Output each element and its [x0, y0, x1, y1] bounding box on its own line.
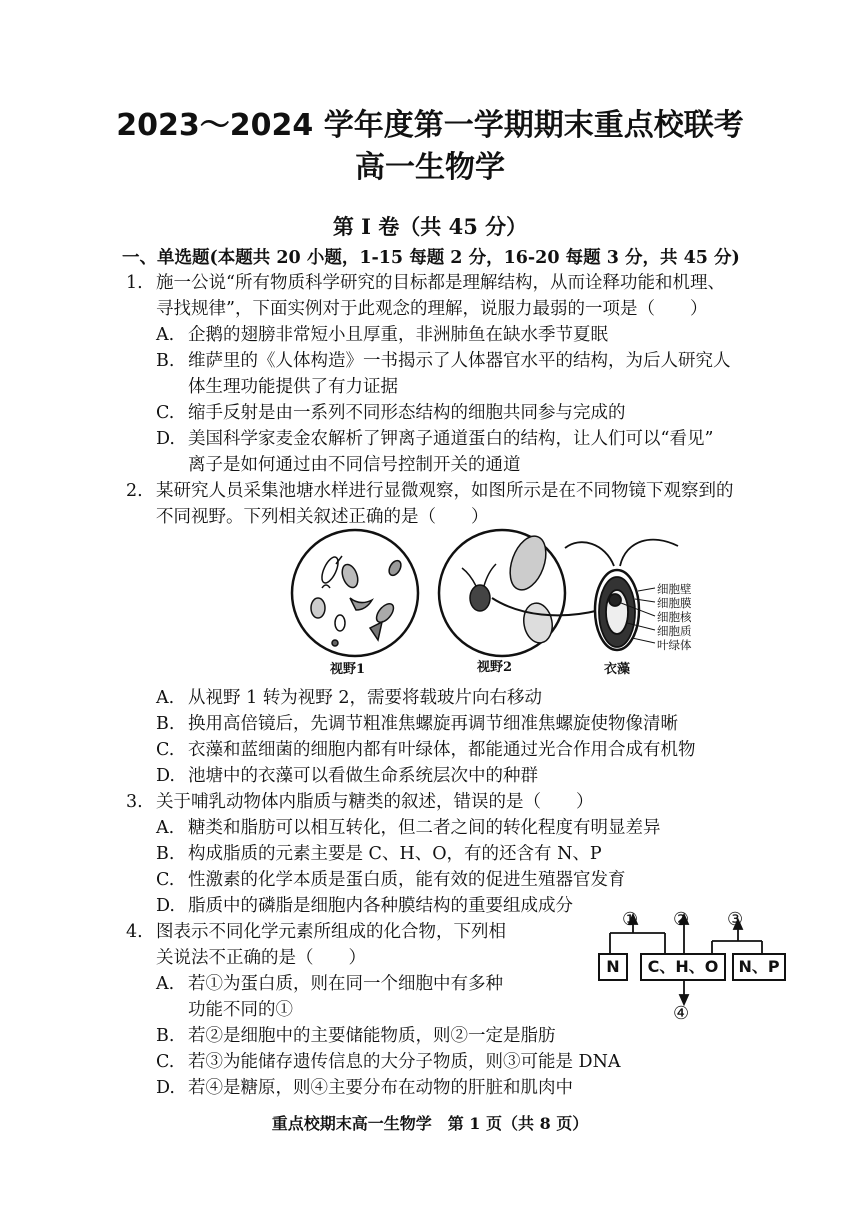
- question-number: 3.: [126, 792, 143, 812]
- option-text: 从视野 1 转为视野 2，需要将载玻片向右移动: [188, 688, 542, 708]
- option-label: D.: [156, 429, 175, 449]
- option-label: B.: [156, 1026, 175, 1046]
- label-nucleus: 细胞核: [657, 610, 692, 624]
- option-text: 衣藻和蓝细菌的细胞内都有叶绿体，都能通过光合作用合成有机物: [188, 740, 696, 760]
- label-cytoplasm: 细胞质: [657, 624, 692, 638]
- question-stem-line: 不同视野。下列相关叙述正确的是（ ）: [156, 507, 489, 527]
- view-1-specimens: [311, 555, 403, 646]
- option-label: A.: [156, 325, 175, 345]
- option-label: D.: [156, 896, 175, 916]
- option-label: A.: [156, 688, 175, 708]
- option-label: C.: [156, 870, 175, 890]
- circle-1: ①: [622, 909, 639, 930]
- option-text: 体生理功能提供了有力证据: [188, 377, 398, 397]
- view-2-label: 视野2: [477, 660, 513, 675]
- option-text: 缩手反射是由一系列不同形态结构的细胞共同参与完成的: [188, 403, 626, 423]
- view-2-specimens: [462, 531, 555, 645]
- circle-2: ②: [673, 909, 690, 930]
- option-label: D.: [156, 1078, 175, 1098]
- option-label: C.: [156, 403, 175, 423]
- option-text: 糖类和脂肪可以相互转化，但二者之间的转化程度有明显差异: [188, 818, 661, 838]
- chlamydomonas-label: 衣藻: [604, 662, 631, 677]
- element-box-np: N、P: [732, 953, 786, 981]
- option-text: 维萨里的《人体构造》一书揭示了人体器官水平的结构，为后人研究人: [188, 351, 731, 371]
- exam-title: 2023～2024 学年度第一学期期末重点校联考: [116, 108, 744, 143]
- option-text: 换用高倍镜后，先调节粗准焦螺旋再调节细准焦螺旋使物像清晰: [188, 714, 678, 734]
- volume-heading: 第 Ⅰ 卷（共 45 分）: [332, 214, 528, 239]
- exam-subject: 高一生物学: [355, 150, 505, 185]
- option-text: 若④是糖原，则④主要分布在动物的肝脏和肌肉中: [188, 1078, 573, 1098]
- element-box-n: N: [598, 953, 628, 981]
- option-text: 性激素的化学本质是蛋白质，能有效的促进生殖器官发育: [188, 870, 626, 890]
- element-box-cho: C、H、O: [640, 953, 726, 981]
- view-1-circle: [292, 530, 418, 656]
- option-text: 脂质中的磷脂是细胞内各种膜结构的重要组成成分: [188, 896, 573, 916]
- section-heading: 一、单选题(本题共 20 小题，1-15 每题 2 分，16-20 每题 3 分，共 45 分): [122, 248, 740, 268]
- option-label: A.: [156, 818, 175, 838]
- option-text: 构成脂质的元素主要是 C、H、O，有的还含有 N、P: [188, 844, 602, 864]
- view-1-label: 视野1: [330, 662, 366, 677]
- option-label: B.: [156, 714, 175, 734]
- option-text: 若②是细胞中的主要储能物质，则②一定是脂肪: [188, 1026, 556, 1046]
- option-label: C.: [156, 740, 175, 760]
- option-text: 美国科学家麦金农解析了钾离子通道蛋白的结构，让人们可以“看见”: [188, 429, 714, 449]
- label-cell-wall: 细胞壁: [657, 582, 692, 596]
- question-stem-line: 关于哺乳动物体内脂质与糖类的叙述，错误的是（ ）: [156, 792, 594, 812]
- page-footer: 重点校期末高一生物学 第 1 页（共 8 页）: [271, 1114, 589, 1133]
- option-text: 企鹅的翅膀非常短小且厚重，非洲肺鱼在缺水季节夏眠: [188, 325, 608, 345]
- option-label: A.: [156, 974, 175, 994]
- label-cell-membrane: 细胞膜: [657, 596, 692, 610]
- option-text: 池塘中的衣藻可以看做生命系统层次中的种群: [188, 766, 538, 786]
- question-number: 1.: [126, 273, 143, 293]
- option-text: 功能不同的①: [188, 1000, 293, 1020]
- option-text: 若①为蛋白质，则在同一个细胞中有多种: [188, 974, 503, 994]
- label-chloroplast: 叶绿体: [657, 638, 692, 652]
- circle-3: ③: [727, 909, 744, 930]
- option-label: B.: [156, 844, 175, 864]
- question-stem-line: 寻找规律”，下面实例对于此观念的理解，说服力最弱的一项是（ ）: [156, 299, 708, 319]
- question-number: 2.: [126, 481, 143, 501]
- circle-4: ④: [673, 1003, 690, 1024]
- option-text: 离子是如何通过由不同信号控制开关的通道: [188, 455, 521, 475]
- option-label: D.: [156, 766, 175, 786]
- question-stem-line: 关说法不正确的是（ ）: [156, 948, 366, 968]
- question-stem-line: 某研究人员采集池塘水样进行显微观察，如图所示是在不同物镜下观察到的: [156, 481, 734, 501]
- question-number: 4.: [126, 922, 143, 942]
- question-stem-line: 图表示不同化学元素所组成的化合物，下列相: [156, 922, 506, 942]
- option-label: C.: [156, 1052, 175, 1072]
- question-stem-line: 施一公说“所有物质科学研究的目标都是理解结构，从而诠释功能和机理、: [156, 273, 725, 293]
- option-label: B.: [156, 351, 175, 371]
- option-text: 若③为能储存遗传信息的大分子物质，则③可能是 DNA: [188, 1052, 621, 1072]
